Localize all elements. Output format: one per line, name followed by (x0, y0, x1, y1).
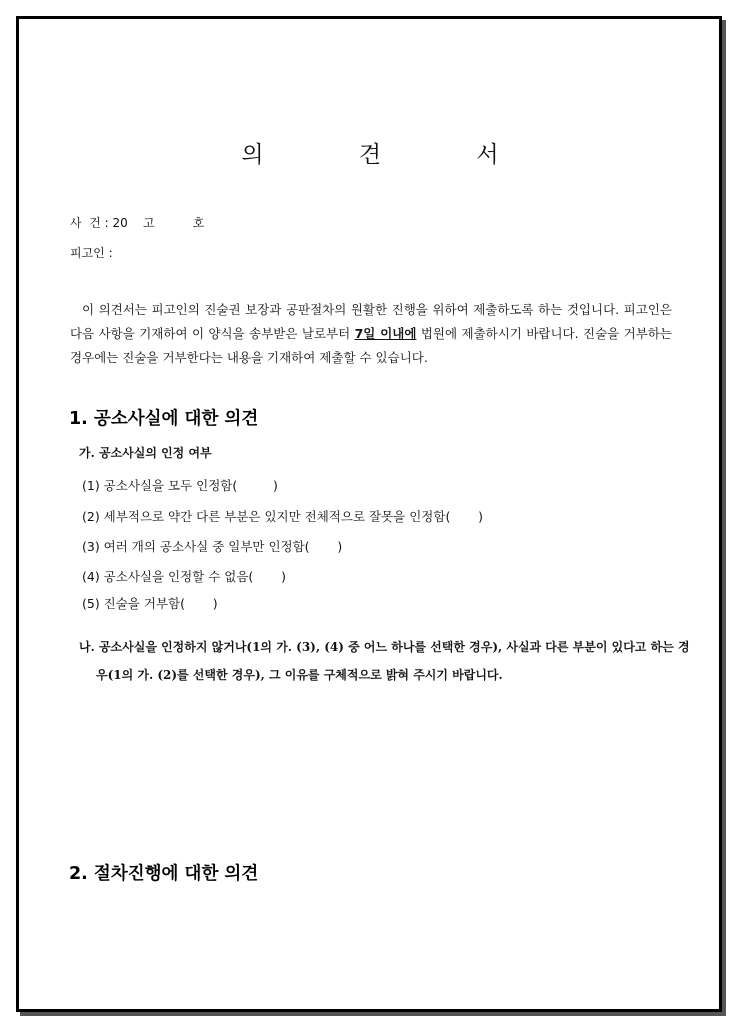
intro-text-part1: 이 의견서는 피고인의 진술권 보장과 공판절차의 원활한 진행을 위하여 제출하도록 하는 것입니다. 피고인은 다음 사항을 기재하여 이 양식을 송부받은 날로부터 (70, 302, 672, 341)
defendant-field: 피고인 : (70, 246, 113, 260)
section-1-heading: 1. 공소사실에 대한 의견 (69, 409, 259, 429)
intro-deadline-emphasis: 7일 이내에 (354, 326, 417, 341)
intro-text-part2: 법원에 제출하시기 바랍니다. 진술을 거부하는 경우에는 진술을 거부한다는 내용을 기재하여 제출할 수 있습니다. (70, 326, 672, 365)
case-number-field: 사 건 : 20 고 호 (70, 216, 205, 230)
option-item-4: (4) 공소사실을 인정할 수 없음( ) (82, 569, 286, 584)
section-1-sub-b-instruction: 나. 공소사실을 인정하지 않거나(1의 가. (3), (4) 중 어느 하나를 선택한 경우), 사실과 다른 부분이 있다고 하는 경우(1의 가. (2)를 선택한 경우), 그 이유를 구체적으로 밝혀 주시기 바랍니다. (79, 640, 690, 682)
section-1-sub-a-heading: 가. 공소사실의 인정 여부 (79, 446, 212, 460)
option-item-2: (2) 세부적으로 약간 다른 부분은 있지만 전체적으로 잘못을 인정함( ) (82, 509, 484, 524)
option-item-1: (1) 공소사실을 모두 인정함( ) (82, 478, 278, 493)
document-title: 의 견 서 (241, 142, 543, 168)
section-2-heading: 2. 절차진행에 대한 의견 (69, 864, 259, 884)
intro-paragraph (70, 298, 672, 370)
option-item-5: (5) 진술을 거부함( ) (82, 596, 218, 611)
option-item-3: (3) 여러 개의 공소사실 중 일부만 인정함( ) (82, 539, 343, 554)
